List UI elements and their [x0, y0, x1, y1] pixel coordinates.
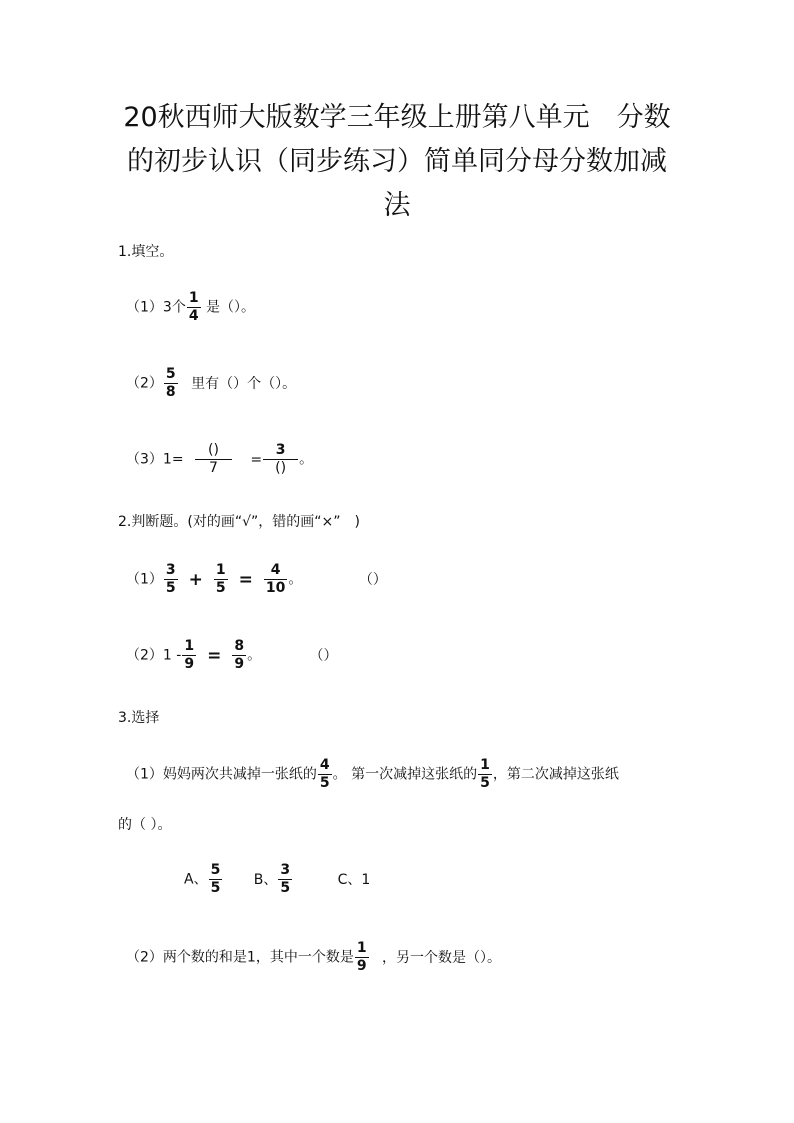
- section-2-heading: 2.判断题。(对的画“√”，错的画“×” ): [118, 514, 360, 530]
- fraction: $\frac{1}{4}$: [188, 290, 199, 324]
- section-1-question-3: [126, 442, 313, 477]
- option-a-fraction: $\frac{5}{5}$: [210, 862, 221, 896]
- q-suffix: 里有（）个（）。: [191, 375, 297, 392]
- fraction-c: $\frac{4}{10}$: [265, 562, 286, 596]
- fraction-1: $\frac{()}{7}$: [194, 442, 233, 477]
- fraction-a: $\frac{1}{9}$: [184, 638, 195, 672]
- q-prefix: （1）3个: [126, 299, 186, 316]
- section-1-heading: 1.填空。: [118, 244, 174, 260]
- q-prefix: （3）1=: [126, 451, 184, 468]
- title-line-2: 的初步认识（同步练习）简单同分母分数加减: [127, 146, 667, 177]
- title-line-3: 法: [383, 190, 411, 221]
- title-line-1: 20秋西师大版数学三年级上册第八单元 分数: [123, 102, 671, 133]
- option-a-label: A、: [184, 871, 208, 888]
- q-text-3: ，第二次减掉这张纸: [492, 766, 619, 783]
- section-3-question-2: [126, 940, 501, 975]
- section-2-question-1: [126, 562, 387, 597]
- q-suffix: 。: [288, 571, 303, 588]
- q-text-1: （1）妈妈两次共减掉一张纸的: [126, 766, 317, 783]
- q-suffix: 。: [299, 451, 314, 468]
- fraction-2: $\frac{1}{5}$: [480, 757, 490, 791]
- fraction-2: $\frac{3}{()}$: [263, 442, 298, 477]
- section-3-question-1-line-2: 的（ ）。: [118, 817, 172, 833]
- fraction-a: $\frac{3}{5}$: [165, 562, 176, 596]
- q-prefix: （2）两个数的和是1，其中一个数是: [126, 949, 354, 966]
- section-2-question-2: [126, 638, 338, 673]
- answer-blank: （）: [309, 647, 338, 664]
- q-suffix: 是（）。: [206, 299, 256, 316]
- section-3-question-1: [126, 757, 619, 792]
- fraction-1: $\frac{4}{5}$: [319, 757, 330, 791]
- fraction: $\frac{1}{9}$: [356, 940, 367, 974]
- equals-sign: =: [238, 569, 253, 590]
- q-suffix: ，另一个数是（）。: [382, 949, 502, 966]
- fraction-b: $\frac{1}{5}$: [215, 562, 226, 596]
- equals-sign: =: [207, 645, 222, 666]
- answer-blank: （）: [358, 571, 387, 588]
- option-c: C、1: [337, 871, 371, 888]
- page-title: [110, 96, 684, 228]
- q-text-2: 。 第一次减掉这张纸的: [332, 766, 478, 783]
- fraction-b: $\frac{8}{9}$: [234, 638, 245, 672]
- section-1-question-2: [126, 366, 296, 401]
- section-3-heading: 3.选择: [118, 710, 160, 726]
- section-1-question-1: [126, 290, 255, 325]
- plus-sign: +: [188, 569, 203, 590]
- fraction: $\frac{5}{8}$: [165, 366, 176, 400]
- q-prefix: （2）: [126, 375, 163, 392]
- option-b-label: B、: [253, 871, 278, 888]
- q-suffix: 。: [247, 647, 262, 664]
- options-row: [184, 862, 370, 897]
- option-b-fraction: $\frac{3}{5}$: [280, 862, 291, 896]
- equals-sign: =: [250, 451, 263, 468]
- q-prefix: （2）1 -: [126, 647, 182, 664]
- q-prefix: （1）: [126, 571, 163, 588]
